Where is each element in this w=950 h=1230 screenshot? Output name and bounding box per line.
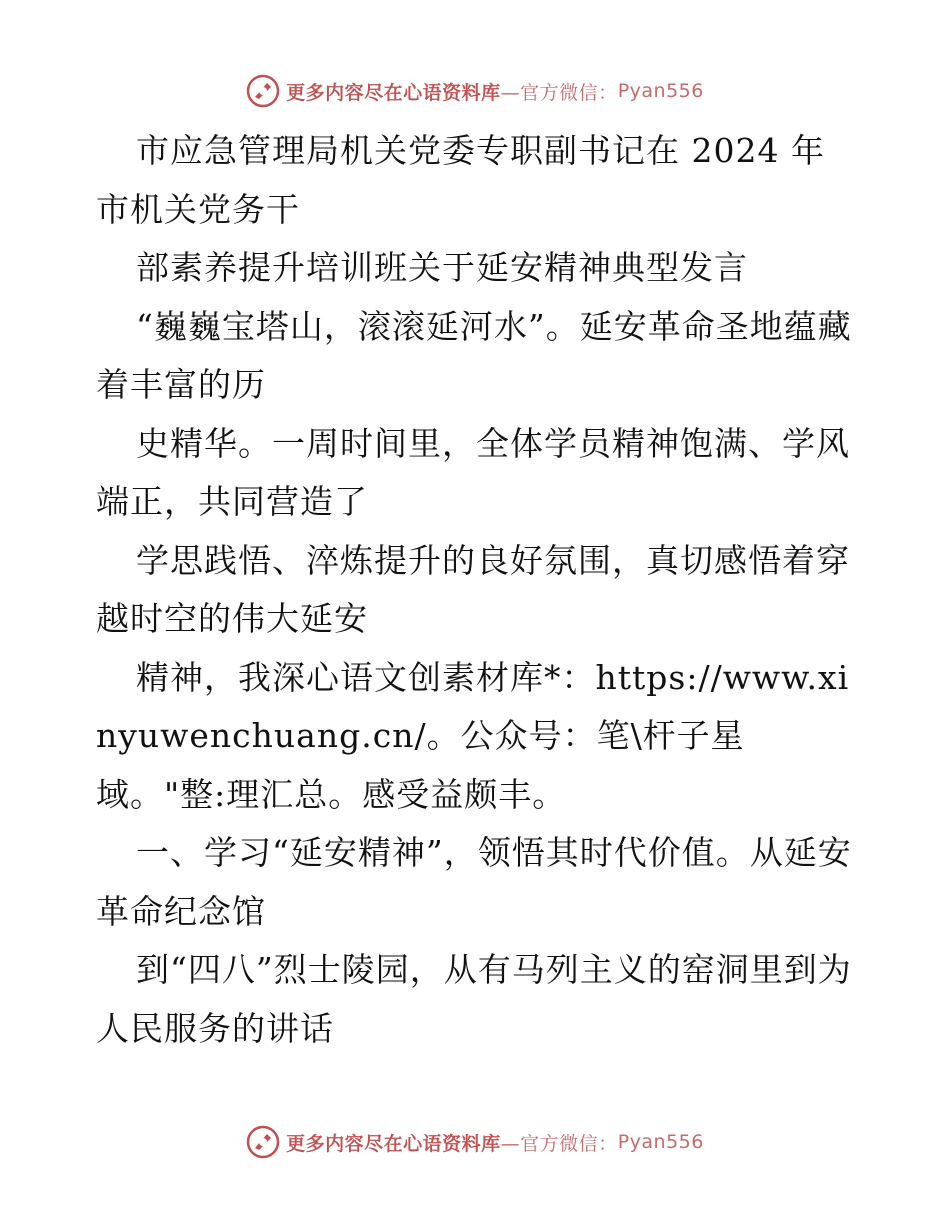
- paragraph-6: 精神，我深心语文创素材库*：https://www.xinyuwenchuang.cn/。公众号：笔\杆子星域。"整:理汇总。感受益颇丰。: [96, 657, 850, 814]
- seal-logo-icon: [246, 74, 280, 108]
- page-header-watermark: [0, 74, 950, 108]
- footer-handle-text: Pyan556: [617, 1131, 704, 1153]
- paragraph-7: 一、学习“延安精神”，领悟其时代价值。从延安革命纪念馆: [96, 833, 852, 931]
- footer-brand-text: 更多内容尽在心语资料库: [286, 1132, 501, 1155]
- header-separator-text: —官方微信：: [500, 81, 618, 104]
- paragraph-4: 史精华。一周时间里，全体学员精神饱满、学风端正，共同营造了: [96, 423, 850, 521]
- paragraph-3: “巍巍宝塔山，滚滚延河水”。延安革命圣地蕴藏着丰富的历: [96, 306, 852, 404]
- header-brand-text: 更多内容尽在心语资料库: [286, 81, 501, 104]
- paragraph-8: 到“四八”烈士陵园，从有马列主义的窑洞里到为人民服务的讲话: [96, 950, 852, 1048]
- header-handle-text: Pyan556: [617, 80, 704, 102]
- page-footer-watermark: [0, 1125, 950, 1159]
- paragraph-2: 部素养提升培训班关于延安精神典型发言: [136, 248, 748, 287]
- paragraph-5: 学思践悟、淬炼提升的良好氛围，真切感悟着穿越时空的伟大延安: [96, 540, 850, 638]
- document-body: [96, 122, 856, 1058]
- paragraph-1: 市应急管理局机关党委专职副书记在 2024 年市机关党务干: [96, 131, 825, 229]
- footer-separator-text: —官方微信：: [500, 1132, 618, 1155]
- seal-logo-icon: [246, 1125, 280, 1159]
